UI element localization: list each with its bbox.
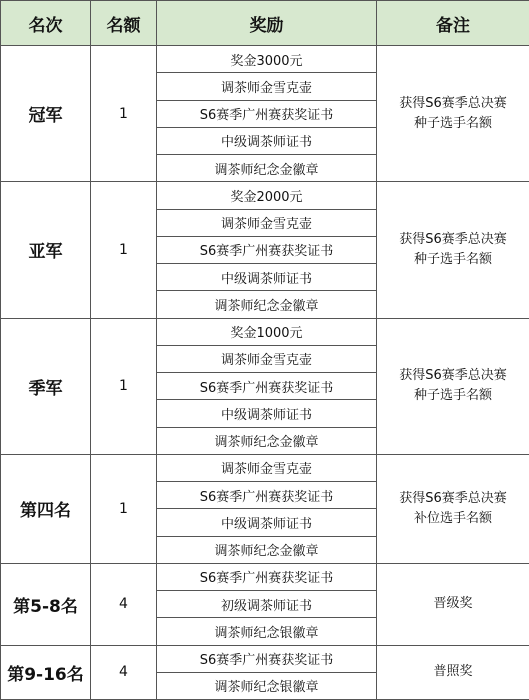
- note-cell: 获得S6赛季总决赛 种子选手名额: [377, 46, 529, 182]
- table-row: [1, 645, 529, 672]
- reward-cell: 调茶师纪念金徽章: [157, 536, 377, 563]
- note-cell: 晋级奖: [377, 563, 529, 645]
- reward-cell: S6赛季广州赛获奖证书: [157, 236, 377, 263]
- count-cell: 4: [91, 645, 157, 700]
- header-rank: 名次: [1, 1, 91, 46]
- rank-cell: 第四名: [1, 454, 91, 563]
- reward-cell: 调茶师金雪克壶: [157, 454, 377, 481]
- reward-cell: 中级调茶师证书: [157, 127, 377, 154]
- reward-cell: 奖金2000元: [157, 182, 377, 209]
- reward-cell: 中级调茶师证书: [157, 264, 377, 291]
- count-cell: 4: [91, 563, 157, 645]
- count-cell: 1: [91, 182, 157, 318]
- reward-cell: 调茶师纪念金徽章: [157, 291, 377, 318]
- header-count: 名额: [91, 1, 157, 46]
- count-cell: 1: [91, 46, 157, 182]
- reward-cell: 中级调茶师证书: [157, 400, 377, 427]
- table-row: [1, 46, 529, 73]
- reward-cell: 奖金3000元: [157, 46, 377, 73]
- count-cell: 1: [91, 318, 157, 454]
- reward-cell: 调茶师纪念银徽章: [157, 618, 377, 645]
- rank-cell: 冠军: [1, 46, 91, 182]
- rank-cell: 季军: [1, 318, 91, 454]
- header-row: [1, 1, 529, 46]
- rank-cell: 第9-16名: [1, 645, 91, 700]
- reward-cell: 调茶师纪念银徽章: [157, 672, 377, 699]
- table-row: [1, 182, 529, 209]
- header-reward: 奖励: [157, 1, 377, 46]
- table-row: [1, 563, 529, 590]
- table-row: [1, 318, 529, 345]
- reward-cell: 调茶师纪念金徽章: [157, 155, 377, 182]
- reward-cell: S6赛季广州赛获奖证书: [157, 482, 377, 509]
- reward-cell: S6赛季广州赛获奖证书: [157, 563, 377, 590]
- count-cell: 1: [91, 454, 157, 563]
- note-cell: 获得S6赛季总决赛 种子选手名额: [377, 182, 529, 318]
- rank-cell: 第5-8名: [1, 563, 91, 645]
- table-body: [1, 46, 529, 700]
- reward-cell: 调茶师金雪克壶: [157, 345, 377, 372]
- reward-cell: 调茶师金雪克壶: [157, 209, 377, 236]
- reward-cell: 奖金1000元: [157, 318, 377, 345]
- reward-cell: 调茶师纪念金徽章: [157, 427, 377, 454]
- note-cell: 获得S6赛季总决赛 补位选手名额: [377, 454, 529, 563]
- note-cell: 获得S6赛季总决赛 种子选手名额: [377, 318, 529, 454]
- reward-cell: 中级调茶师证书: [157, 509, 377, 536]
- reward-cell: S6赛季广州赛获奖证书: [157, 645, 377, 672]
- reward-cell: 初级调茶师证书: [157, 591, 377, 618]
- reward-cell: S6赛季广州赛获奖证书: [157, 373, 377, 400]
- table-row: [1, 454, 529, 481]
- header-note: 备注: [377, 1, 529, 46]
- note-cell: 普照奖: [377, 645, 529, 700]
- reward-cell: 调茶师金雪克壶: [157, 73, 377, 100]
- reward-cell: S6赛季广州赛获奖证书: [157, 100, 377, 127]
- rank-cell: 亚军: [1, 182, 91, 318]
